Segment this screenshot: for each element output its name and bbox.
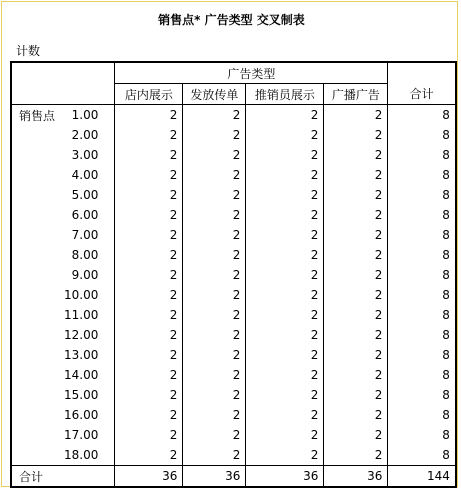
row-label: 18.00 [64,445,115,466]
count-cell: 2 [246,245,324,265]
count-cell: 2 [324,245,388,265]
row-total-cell: 8 [388,385,456,405]
table-row [11,125,456,145]
row-total-cell: 8 [388,225,456,245]
count-cell: 2 [183,225,246,245]
count-cell: 2 [115,145,183,165]
count-cell: 2 [246,445,324,466]
row-label: 4.00 [71,168,99,182]
grand-total-cell: 144 [388,466,456,488]
table-row [11,105,456,126]
row-variable-label-empty [11,405,64,425]
row-label: 1.00 [71,108,99,122]
count-cell: 2 [115,365,183,385]
count-cell: 2 [115,345,183,365]
row-label: 11.00 [64,308,99,322]
column-total-cell: 36 [246,466,324,488]
row-variable-label-empty [11,145,64,165]
count-cell: 2 [115,185,183,205]
row-total-cell: 8 [388,125,456,145]
row-variable-label-empty [11,245,64,265]
crosstab-table [10,61,457,488]
row-variable-label-empty [11,345,64,365]
count-cell: 2 [324,145,388,165]
table-row [11,405,456,425]
row-total-cell: 8 [388,305,456,325]
row-label: 15.00 [64,388,99,402]
row-label: 16.00 [64,408,99,422]
table-row [11,245,456,265]
row-label: 14.00 [64,368,99,382]
count-cell: 2 [324,185,388,205]
count-cell: 2 [246,425,324,445]
count-cell: 2 [115,225,183,245]
row-label: 2.00 [71,128,99,142]
row-total-cell: 8 [388,365,456,385]
row-total-cell: 8 [388,145,456,165]
column-header: 推销员展示 [246,84,324,105]
count-label: 计数 [16,44,41,58]
column-total-cell: 36 [115,466,183,488]
row-variable-label-empty [11,205,64,225]
count-cell: 2 [183,365,246,385]
count-cell: 2 [324,165,388,185]
count-cell: 2 [115,245,183,265]
count-cell: 2 [324,225,388,245]
row-total-cell: 8 [388,405,456,425]
count-cell: 2 [246,385,324,405]
column-group-header: 广告类型 [115,62,388,84]
count-cell: 2 [183,405,246,425]
row-label: 10.00 [64,288,99,302]
table-row [11,285,456,305]
count-cell: 2 [246,225,324,245]
count-cell: 2 [183,205,246,225]
table-row [11,425,456,445]
crosstab-body [11,62,456,487]
table-row [11,365,456,385]
count-cell: 2 [115,125,183,145]
total-column-header: 合计 [388,62,456,105]
row-total-cell: 8 [388,185,456,205]
count-cell: 2 [183,325,246,345]
count-cell: 2 [324,425,388,445]
row-total-cell: 8 [388,445,456,466]
row-total-cell: 8 [388,425,456,445]
count-cell: 2 [324,105,388,126]
count-cell: 2 [183,305,246,325]
row-variable-label-empty [11,285,64,305]
table-row [11,345,456,365]
row-variable-label-empty [11,325,64,345]
column-header: 发放传单 [183,84,246,105]
total-row [11,466,456,488]
count-cell: 2 [246,285,324,305]
table-title: 销售点* 广告类型 交叉制表 [158,13,305,27]
total-row-label: 合计 [19,469,44,484]
count-cell: 2 [324,305,388,325]
count-cell: 2 [324,265,388,285]
table-row [11,185,456,205]
row-label: 17.00 [64,428,99,442]
count-cell: 2 [183,385,246,405]
count-cell: 2 [115,165,183,185]
row-variable-label: 销售点 [19,108,56,123]
row-label: 13.00 [64,348,99,362]
row-variable-label-empty [11,425,64,445]
table-row [11,145,456,165]
count-cell: 2 [183,245,246,265]
row-total-cell: 8 [388,265,456,285]
count-cell: 2 [246,365,324,385]
row-label: 12.00 [64,328,99,342]
count-cell: 2 [183,445,246,466]
count-cell: 2 [324,365,388,385]
count-cell: 2 [246,405,324,425]
count-cell: 2 [115,425,183,445]
table-row [11,385,456,405]
column-header: 店内展示 [115,84,183,105]
row-total-cell: 8 [388,205,456,225]
count-cell: 2 [115,325,183,345]
corner-cell [11,62,115,105]
count-cell: 2 [183,165,246,185]
count-cell: 2 [115,405,183,425]
row-total-cell: 8 [388,245,456,265]
column-total-cell: 36 [324,466,388,488]
row-variable-label-empty [11,125,64,145]
table-row [11,165,456,185]
row-label: 5.00 [71,188,99,202]
row-label: 9.00 [71,268,99,282]
count-cell: 2 [324,385,388,405]
count-cell: 2 [246,105,324,126]
count-cell: 2 [183,145,246,165]
count-cell: 2 [324,285,388,305]
count-cell: 2 [246,325,324,345]
count-cell: 2 [324,125,388,145]
output-frame [1,1,458,487]
count-cell: 2 [246,345,324,365]
table-row [11,325,456,345]
count-cell: 2 [246,125,324,145]
count-cell: 2 [115,285,183,305]
row-variable-label-empty [11,185,64,205]
count-cell: 2 [183,345,246,365]
table-row [11,205,456,225]
row-variable-label-empty [11,445,64,466]
row-total-cell: 8 [388,285,456,305]
count-cell: 2 [183,285,246,305]
count-cell: 2 [246,205,324,225]
count-cell: 2 [183,105,246,126]
row-total-cell: 8 [388,345,456,365]
count-cell: 2 [324,205,388,225]
count-cell: 2 [115,205,183,225]
count-cell: 2 [324,445,388,466]
count-cell: 2 [246,305,324,325]
row-variable-label-empty [11,165,64,185]
row-variable-label-empty [11,385,64,405]
count-cell: 2 [115,265,183,285]
table-row [11,305,456,325]
count-cell: 2 [246,185,324,205]
count-cell: 2 [115,385,183,405]
count-cell: 2 [246,265,324,285]
row-label: 7.00 [71,228,99,242]
count-cell: 2 [324,405,388,425]
row-label: 6.00 [71,208,99,222]
row-variable-label-empty [11,305,64,325]
row-total-cell: 8 [388,105,456,126]
table-row [11,265,456,285]
table-row [11,445,456,466]
count-cell: 2 [324,345,388,365]
count-cell: 2 [183,425,246,445]
count-cell: 2 [246,165,324,185]
row-variable-label-empty [11,225,64,245]
count-cell: 2 [183,265,246,285]
column-total-cell: 36 [183,466,246,488]
row-variable-label-empty [11,265,64,285]
count-cell: 2 [324,325,388,345]
column-header: 广播广告 [324,84,388,105]
row-label: 8.00 [71,248,99,262]
row-variable-label-empty [11,365,64,385]
count-cell: 2 [183,125,246,145]
row-label: 3.00 [71,148,99,162]
count-cell: 2 [246,145,324,165]
header-row-1 [11,62,456,84]
count-cell: 2 [183,185,246,205]
count-cell: 2 [115,445,183,466]
row-total-cell: 8 [388,165,456,185]
table-row [11,225,456,245]
count-cell: 2 [115,305,183,325]
row-total-cell: 8 [388,325,456,345]
count-cell: 2 [115,105,183,126]
